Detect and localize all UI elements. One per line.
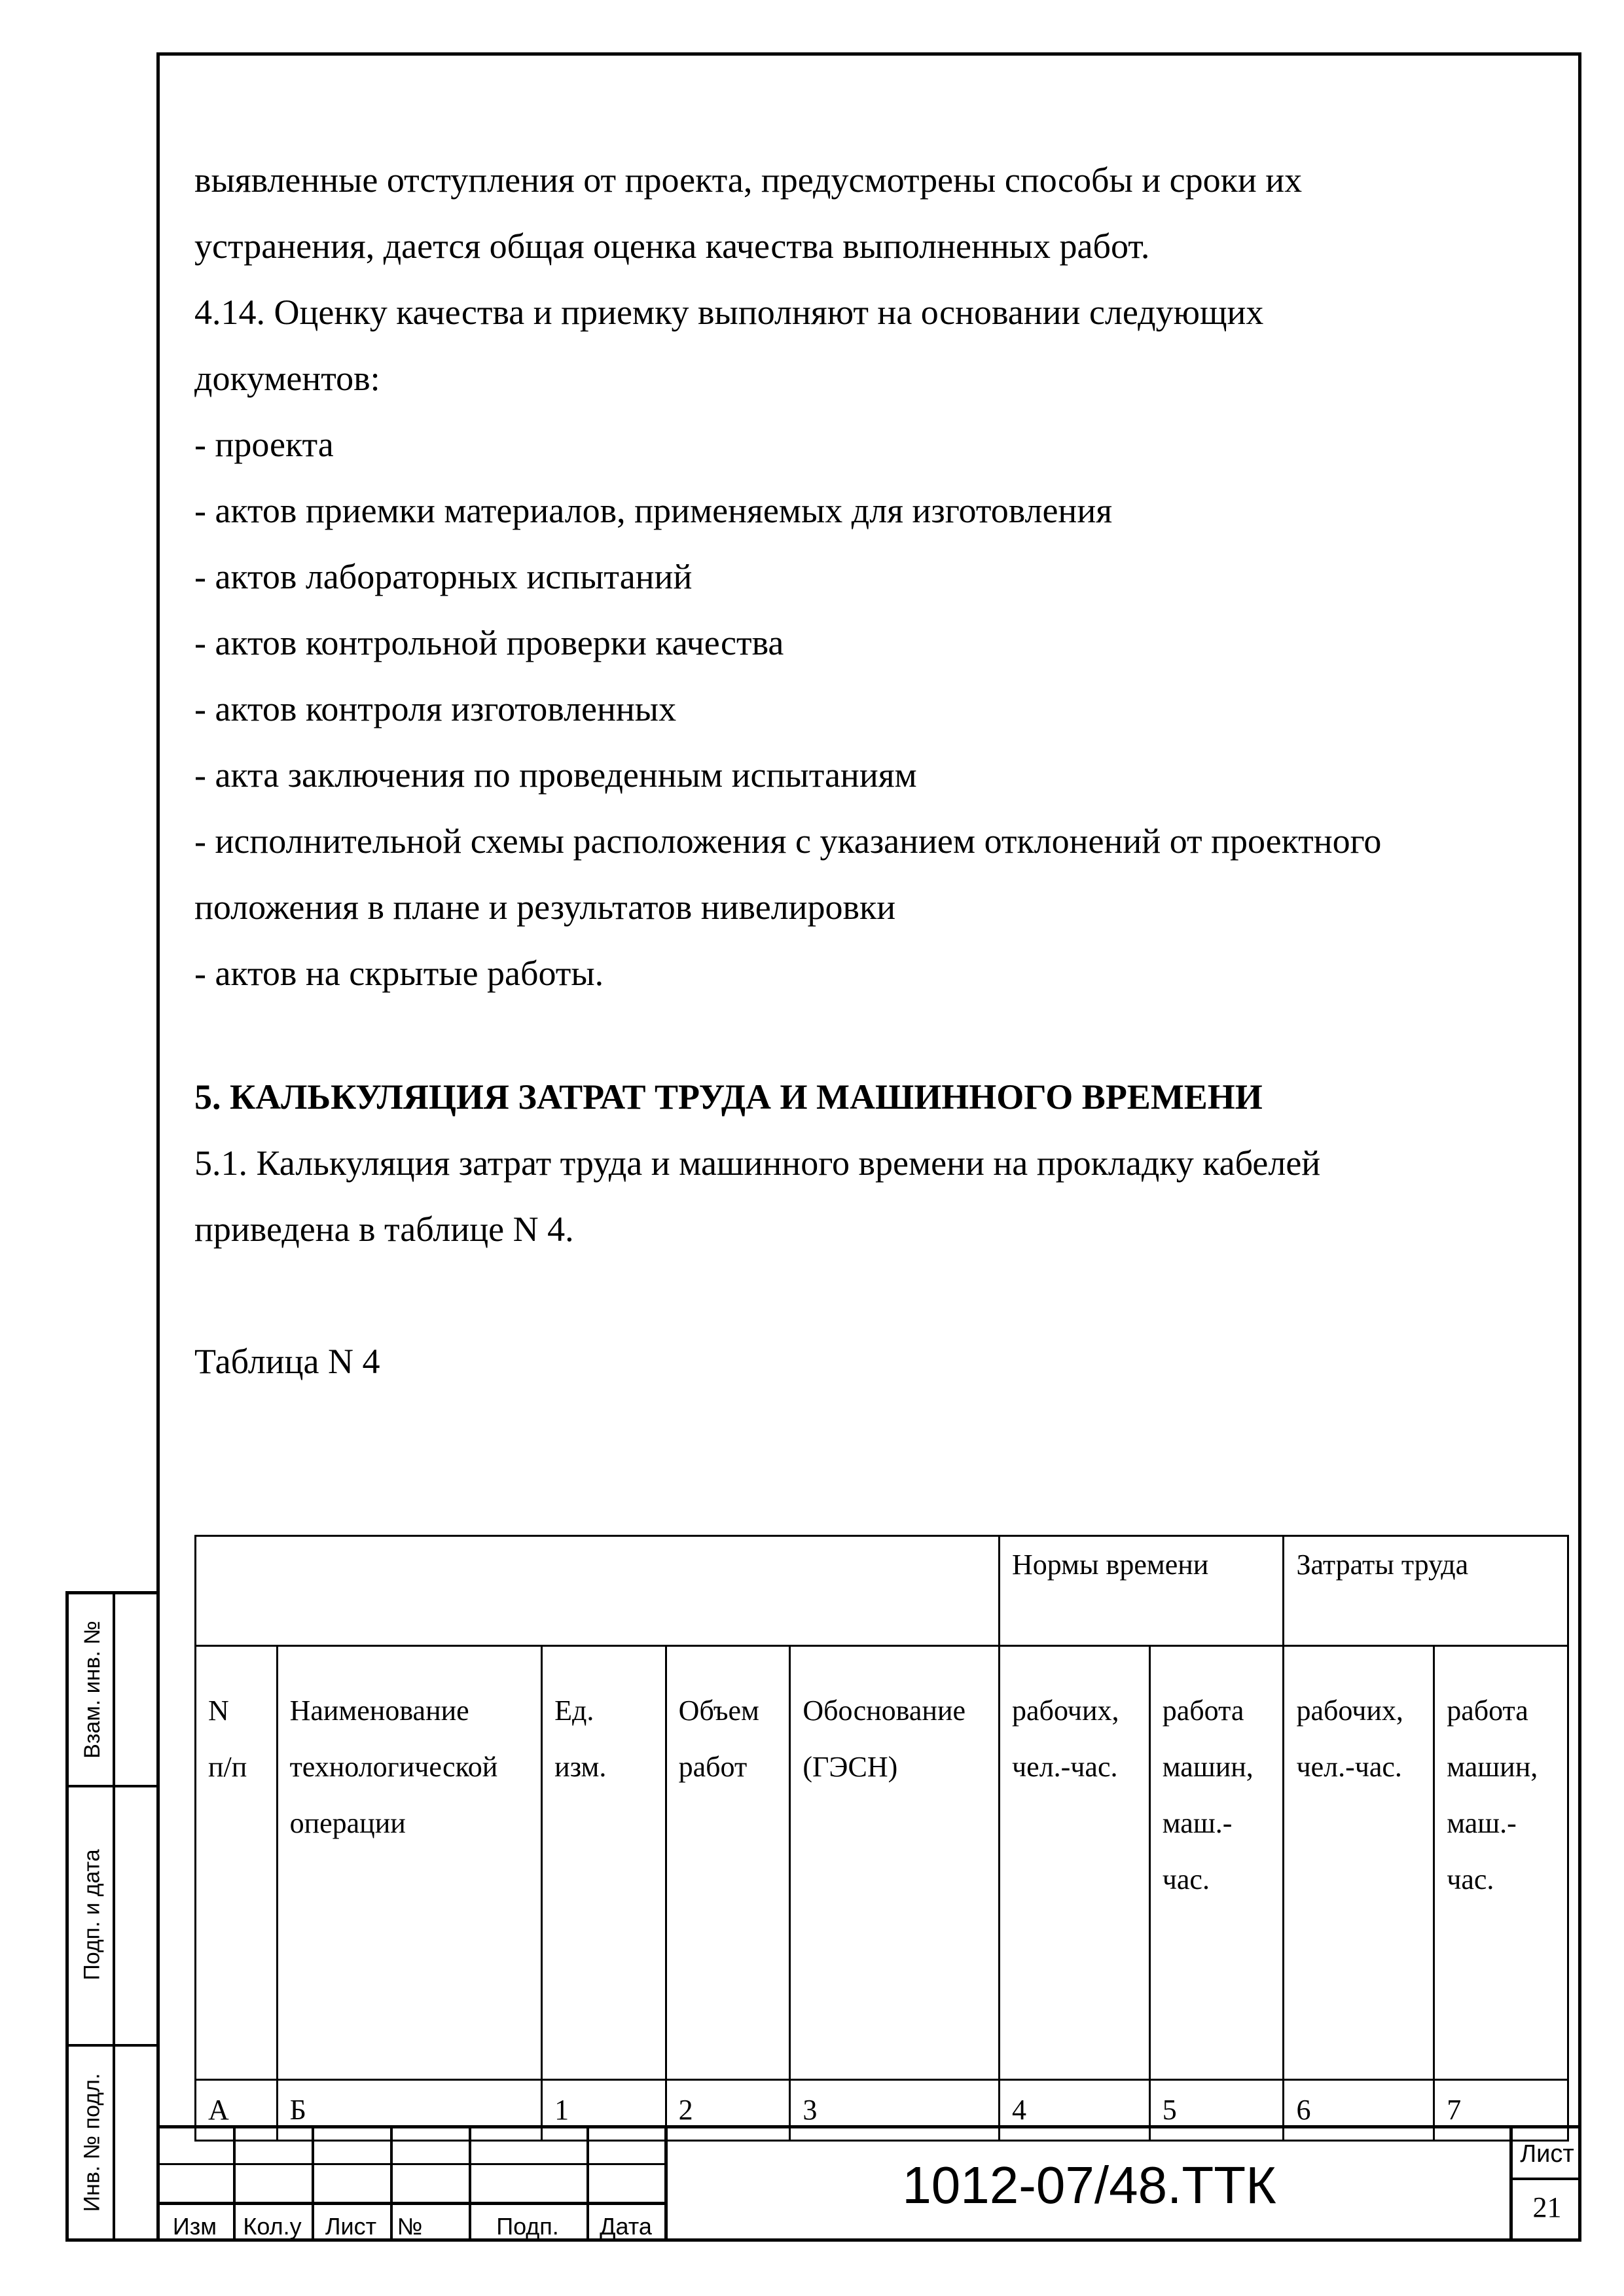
body-line: выявленные отступления от проекта, предусмотрены способы и сроки их: [194, 160, 1303, 200]
col-header-operation: Наименование технологической операции: [277, 1646, 542, 2080]
side-label-replacement: Взам. инв. №: [79, 1621, 105, 1759]
caption-doc-number: №: [397, 2213, 423, 2240]
index-cell: 1: [542, 2080, 666, 2141]
title-block: [156, 2125, 1581, 2242]
caption-date: Дата: [600, 2213, 652, 2240]
side-label-signature-date: Подп. и дата: [79, 1848, 105, 1981]
side-label-original-inventory: Инв. № подл.: [79, 2073, 105, 2212]
title-block-grid: [156, 2128, 667, 2242]
table-caption: Таблица N 4: [194, 1342, 380, 1381]
labor-cost-table: [194, 1535, 1569, 2142]
body-line: документов:: [194, 359, 380, 398]
side-stamp: [65, 1591, 156, 2242]
section-text-line: 5.1. Калькуляция затрат труда и машинного времени на прокладку кабелей: [194, 1143, 1321, 1183]
body-line: - актов приемки материалов, применяемых для изготовления: [194, 491, 1113, 530]
index-cell: 5: [1149, 2080, 1284, 2141]
col-header-cost-machines: работа машин, маш.- час.: [1434, 1646, 1568, 2080]
document-body: [194, 147, 1543, 1395]
index-cell: 3: [790, 2080, 1000, 2141]
col-header-norm-workers: рабочих, чел.-час.: [1000, 1646, 1150, 2080]
header-labor-costs: Затраты труда: [1284, 1536, 1568, 1646]
caption-signature: Подп.: [496, 2213, 559, 2240]
table-header-blank: [196, 1536, 1000, 1646]
col-header-norm-machines: работа машин, маш.- час.: [1149, 1646, 1284, 2080]
body-line: - актов контроля изготовленных: [194, 689, 677, 728]
caption-change: Изм: [172, 2213, 217, 2240]
body-line: - проекта: [194, 425, 334, 464]
col-header-cost-workers: рабочих, чел.-час.: [1284, 1646, 1434, 2080]
sheet-label: Лист: [1520, 2140, 1574, 2168]
body-line: - актов контрольной проверки качества: [194, 623, 784, 662]
index-cell: 6: [1284, 2080, 1434, 2141]
col-header-number: N п/п: [196, 1646, 278, 2080]
header-time-norms: Нормы времени: [1000, 1536, 1284, 1646]
section-text-line: приведена в таблице N 4.: [194, 1210, 574, 1249]
sheet-number: 21: [1532, 2191, 1562, 2223]
body-line: - исполнительной схемы расположения с указанием отклонений от проектного: [194, 821, 1382, 861]
col-header-basis: Обоснование (ГЭСН): [790, 1646, 1000, 2080]
index-cell: 7: [1434, 2080, 1568, 2141]
body-line: 4.14. Оценку качества и приемку выполняют на основании следующих: [194, 293, 1264, 332]
index-cell: 2: [666, 2080, 790, 2141]
index-cell: Б: [277, 2080, 542, 2141]
section-heading: 5. КАЛЬКУЛЯЦИЯ ЗАТРАТ ТРУДА И МАШИННОГО ВРЕМЕНИ: [194, 1077, 1263, 1117]
body-line: положения в плане и результатов нивелировки: [194, 888, 896, 927]
body-line: - актов лабораторных испытаний: [194, 557, 693, 596]
col-header-volume: Объем работ: [666, 1646, 790, 2080]
body-line: - актов на скрытые работы.: [194, 954, 604, 993]
col-header-unit: Ед. изм.: [542, 1646, 666, 2080]
caption-sheet: Лист: [325, 2213, 377, 2240]
body-line: устранения, дается общая оценка качества выполненных работ.: [194, 226, 1150, 266]
caption-count: Кол.у: [243, 2213, 302, 2240]
document-code: 1012-07/48.ТТК: [902, 2155, 1276, 2214]
sheet-number-box: [1509, 2128, 1581, 2242]
index-cell: 4: [1000, 2080, 1150, 2141]
body-line: - акта заключения по проведенным испытаниям: [194, 755, 917, 795]
index-cell: А: [196, 2080, 278, 2141]
